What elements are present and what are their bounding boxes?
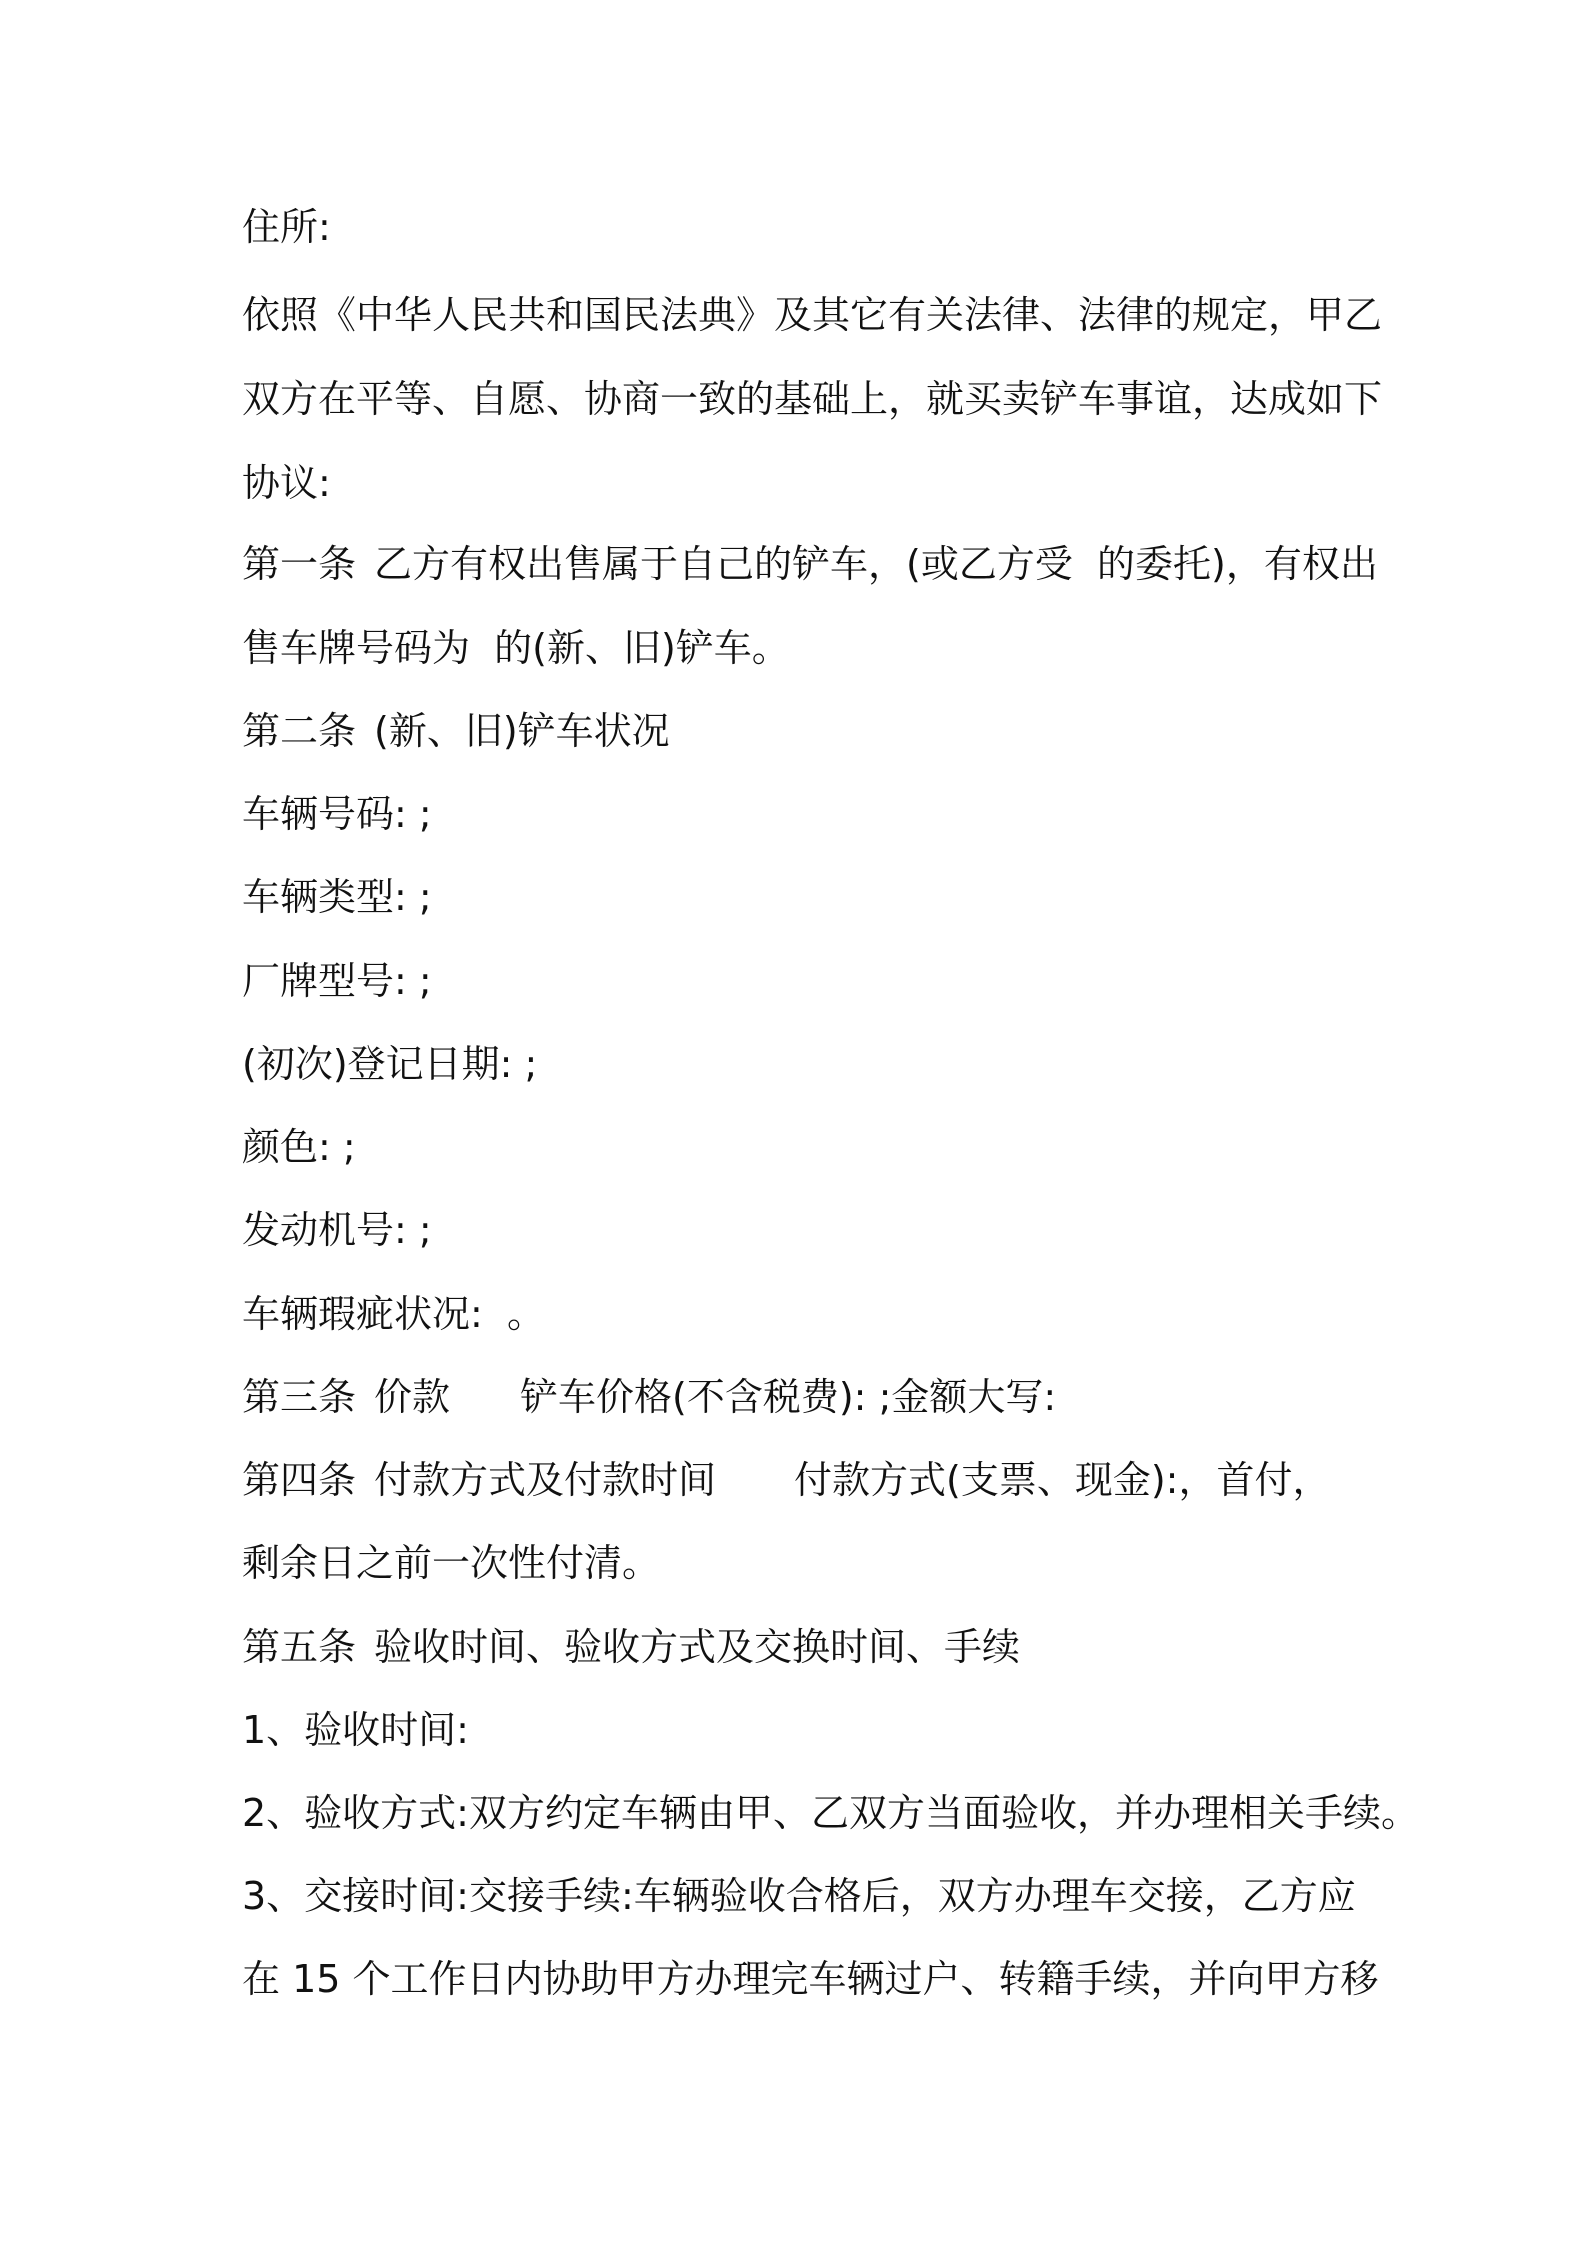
line-text: 乙方有权出售属于自己的铲车，(或乙方受 的委托)，有权出 — [374, 542, 1378, 586]
line-text: 车辆瑕疵状况: 。 — [242, 1292, 545, 1336]
line-text: 车辆号码: ; — [242, 792, 432, 836]
line-text: 住所: — [242, 205, 331, 249]
article-4-line-2 — [242, 1539, 660, 1587]
article-number: 第二条 — [242, 709, 357, 753]
line-text: 付款方式(支票、现金):，首付， — [794, 1458, 1331, 1502]
line-text: 3、交接时间:交接手续:车辆验收合格后，双方办理车交接，乙方应 — [242, 1874, 1356, 1918]
text-line-intro-3 — [242, 459, 331, 507]
article-2-heading — [242, 707, 670, 755]
article-number: 第一条 — [242, 542, 357, 586]
article-number: 第三条 — [242, 1375, 357, 1419]
article-1-line-1 — [242, 540, 1378, 588]
line-text: 付款方式及付款时间 — [374, 1458, 717, 1502]
line-text: 价款 — [374, 1375, 451, 1419]
clause-handover-1 — [242, 1872, 1356, 1920]
line-text: 1、验收时间: — [242, 1708, 469, 1752]
line-text: (新、旧)铲车状况 — [374, 709, 670, 753]
article-1-line-2 — [242, 624, 790, 672]
line-text: 厂牌型号: ; — [242, 959, 432, 1003]
line-text: 车辆类型: ; — [242, 875, 432, 919]
article-3-line — [242, 1373, 1056, 1421]
clause-inspection-method — [242, 1789, 1419, 1837]
article-4-line-1 — [242, 1456, 1331, 1504]
field-registration-date — [242, 1040, 537, 1088]
field-vehicle-number — [242, 790, 432, 838]
line-text: 颜色: ; — [242, 1125, 356, 1169]
line-text: 依照《中华人民共和国民法典》及其它有关法律、法律的规定，甲乙 — [242, 293, 1383, 337]
article-5-heading — [242, 1623, 1020, 1671]
field-brand-model — [242, 957, 432, 1005]
text-line-intro-1 — [242, 291, 1382, 339]
clause-handover-2 — [242, 1955, 1379, 2003]
text-line-intro-2 — [242, 375, 1382, 423]
line-text: 剩余日之前一次性付清。 — [242, 1541, 661, 1585]
text-line-residence — [242, 203, 331, 251]
line-text: (初次)登记日期: ; — [242, 1042, 538, 1086]
field-defects — [242, 1290, 545, 1338]
line-text: 2、验收方式:双方约定车辆由甲、乙双方当面验收，并办理相关手续。 — [242, 1791, 1419, 1835]
article-number: 第四条 — [242, 1458, 357, 1502]
line-text: 售车牌号码为 的(新、旧)铲车。 — [242, 626, 790, 670]
line-text: 铲车价格(不含税费): ;金额大写: — [520, 1375, 1057, 1419]
field-engine-number — [242, 1206, 432, 1254]
field-vehicle-type — [242, 873, 432, 921]
clause-inspection-time — [242, 1706, 469, 1754]
line-text: 双方在平等、自愿、协商一致的基础上，就买卖铲车事谊，达成如下 — [242, 377, 1383, 421]
line-text: 发动机号: ; — [242, 1208, 432, 1252]
line-text: 协议: — [242, 461, 331, 505]
article-number: 第五条 — [242, 1625, 357, 1669]
line-text: 在 15 个工作日内协助甲方办理完车辆过户、转籍手续，并向甲方移 — [242, 1957, 1379, 2001]
line-text: 验收时间、验收方式及交换时间、手续 — [374, 1625, 1021, 1669]
field-color — [242, 1123, 356, 1171]
